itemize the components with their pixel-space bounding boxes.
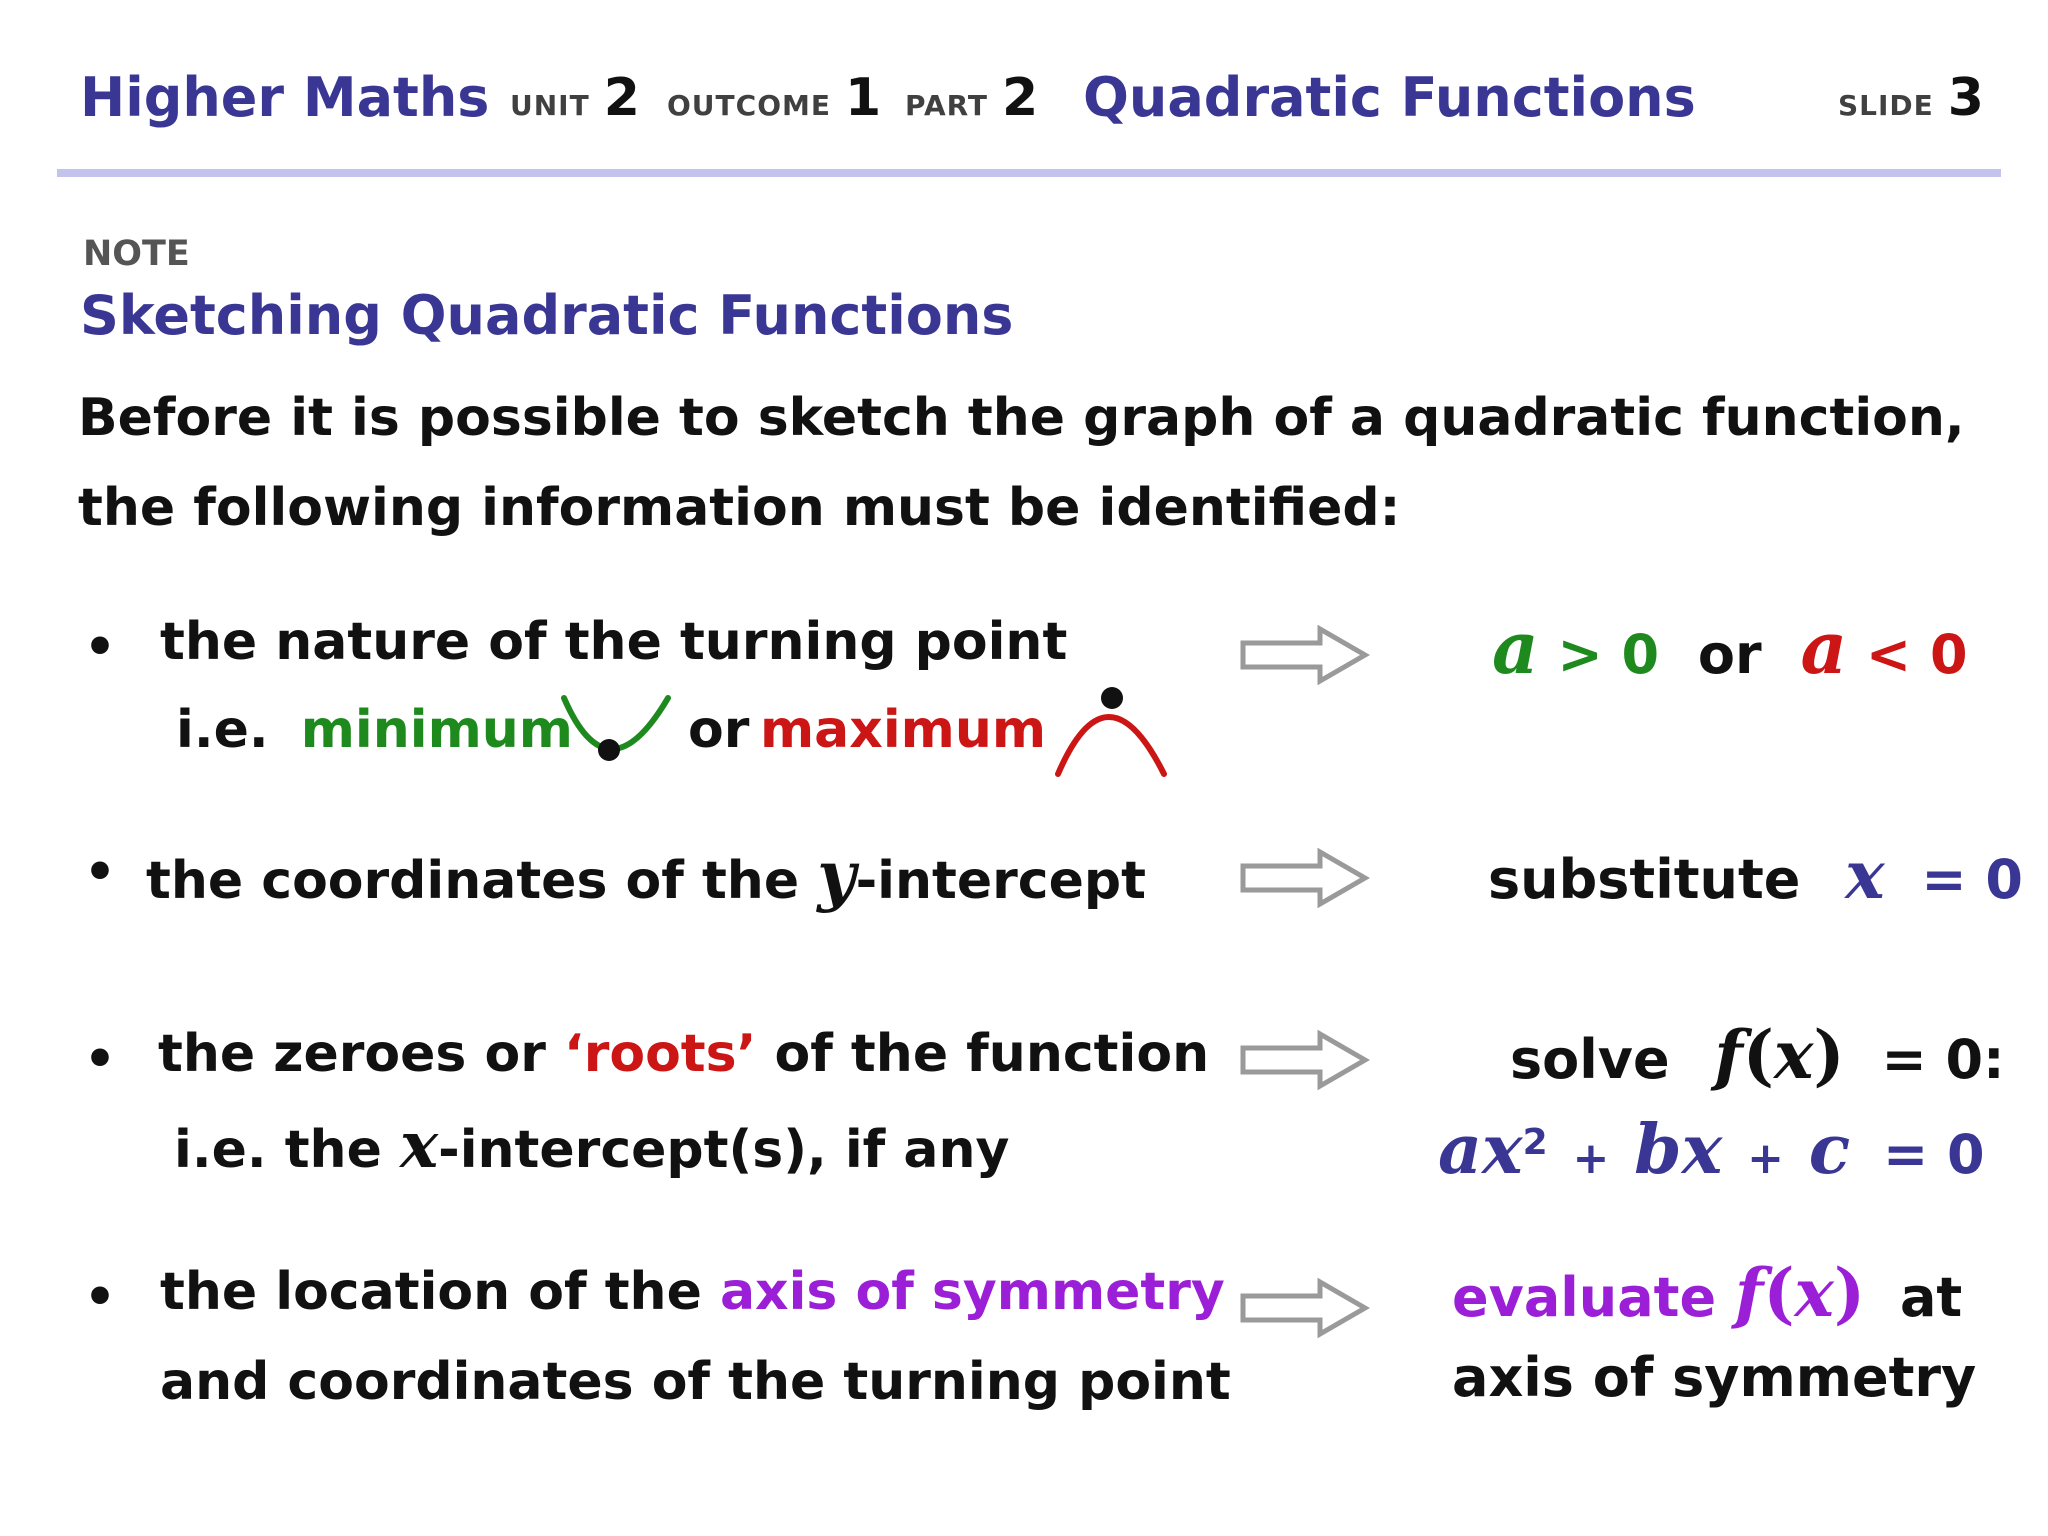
intro-line-1: Before it is possible to sketch the graph of a quadratic function, bbox=[78, 388, 1965, 448]
var-y: y bbox=[817, 836, 856, 914]
function-arg-x-eval: x bbox=[1794, 1254, 1834, 1332]
item-4-result-line-2: axis of symmetry bbox=[1452, 1346, 1977, 1409]
less-than-zero: < 0 bbox=[1865, 623, 1968, 686]
intro-line-2: the following information must be identified: bbox=[78, 478, 1401, 538]
note-label: NOTE bbox=[83, 234, 190, 274]
outcome-indicator bbox=[667, 68, 881, 128]
bullet-4: • bbox=[84, 1268, 116, 1326]
header-divider bbox=[57, 169, 2001, 177]
item-3-pre: the zeroes or bbox=[158, 1024, 546, 1084]
outcome-number: 1 bbox=[844, 68, 882, 128]
paren-open: ( bbox=[1742, 1016, 1775, 1094]
outcome-label: OUTCOME bbox=[667, 89, 831, 122]
function-f: f bbox=[1714, 1016, 1743, 1094]
roots-word: ‘roots’ bbox=[563, 1024, 757, 1084]
bullet-2: • bbox=[84, 843, 116, 901]
term-ax: ax bbox=[1438, 1110, 1523, 1190]
arrow-right-icon bbox=[1240, 1278, 1370, 1338]
squared: 2 bbox=[1522, 1122, 1548, 1163]
bullet-3: • bbox=[84, 1030, 116, 1088]
minimum-label: minimum bbox=[300, 700, 573, 760]
paren-close: ) bbox=[1813, 1016, 1845, 1094]
equals-zero-eq: = 0 bbox=[1882, 1123, 1985, 1186]
term-c: c bbox=[1808, 1110, 1851, 1190]
var-x: x bbox=[1845, 836, 1885, 914]
bullet-1: • bbox=[84, 618, 116, 676]
item-3-line2-pre: i.e. the bbox=[174, 1120, 382, 1180]
plus-2: + bbox=[1747, 1133, 1784, 1184]
quadratic-equation bbox=[1438, 1110, 1985, 1190]
unit-label: UNIT bbox=[510, 89, 590, 122]
paren-open-eval: ( bbox=[1763, 1254, 1795, 1332]
item-2-post: -intercept bbox=[855, 851, 1146, 911]
arrow-right-icon bbox=[1240, 1030, 1370, 1090]
item-4-line-2: and coordinates of the turning point bbox=[160, 1352, 1231, 1412]
item-2-result bbox=[1488, 836, 2023, 914]
plus-1: + bbox=[1572, 1133, 1610, 1184]
unit-number: 2 bbox=[603, 68, 640, 128]
item-4-pre: the location of the bbox=[160, 1262, 702, 1322]
ie-label: i.e. bbox=[176, 700, 269, 760]
slide-label: SLIDE bbox=[1838, 89, 1934, 122]
var-a-negative: a bbox=[1800, 605, 1848, 690]
function-arg-x: x bbox=[1774, 1016, 1814, 1094]
result-or: or bbox=[1697, 623, 1762, 686]
maximum-parabola-icon bbox=[1052, 680, 1172, 780]
item-4-line-1 bbox=[160, 1262, 1225, 1322]
equals-zero-colon: = 0: bbox=[1881, 1028, 2005, 1091]
section-subtitle: Sketching Quadratic Functions bbox=[80, 284, 1014, 347]
function-f-eval: f bbox=[1734, 1254, 1764, 1332]
item-4-result-line-1 bbox=[1452, 1254, 1962, 1332]
at-label: at bbox=[1899, 1266, 1963, 1329]
item-3-result-line-1 bbox=[1510, 1016, 2005, 1094]
greater-than-zero: > 0 bbox=[1557, 623, 1660, 686]
item-3-line-1 bbox=[158, 1024, 1209, 1084]
topic-title: Quadratic Functions bbox=[1083, 66, 1696, 129]
item-3-line2-post: -intercept(s), if any bbox=[438, 1120, 1010, 1180]
substitute-label: substitute bbox=[1488, 848, 1801, 911]
equals-zero: = 0 bbox=[1921, 848, 2024, 911]
item-1-line-2 bbox=[176, 700, 573, 760]
slide-indicator bbox=[1838, 68, 1984, 128]
var-x-intercept: x bbox=[399, 1108, 439, 1183]
paren-close-eval: ) bbox=[1833, 1254, 1866, 1332]
slide-number: 3 bbox=[1947, 68, 1984, 128]
part-indicator bbox=[905, 68, 1038, 128]
term-bx: bx bbox=[1634, 1110, 1723, 1190]
item-3-line-2 bbox=[174, 1108, 1009, 1183]
item-2-line bbox=[146, 836, 1146, 914]
item-1-result bbox=[1492, 605, 1968, 690]
item-3-post: of the function bbox=[774, 1024, 1210, 1084]
unit-indicator bbox=[510, 68, 640, 128]
arrow-right-icon bbox=[1240, 848, 1370, 908]
evaluate-label: evaluate bbox=[1452, 1266, 1717, 1329]
arrow-right-icon bbox=[1240, 625, 1370, 685]
part-number: 2 bbox=[1002, 68, 1039, 128]
minimum-parabola-icon bbox=[558, 690, 678, 790]
maximum-label: maximum bbox=[760, 700, 1047, 760]
item-1-or: or bbox=[688, 700, 750, 760]
part-label: PART bbox=[905, 89, 989, 122]
axis-of-symmetry-highlight: axis of symmetry bbox=[719, 1262, 1225, 1322]
solve-label: solve bbox=[1510, 1028, 1670, 1091]
item-1-line-1: the nature of the turning point bbox=[160, 612, 1068, 672]
item-2-pre: the coordinates of the bbox=[146, 851, 800, 911]
course-title: Higher Maths bbox=[80, 66, 490, 129]
var-a-positive: a bbox=[1492, 605, 1539, 690]
